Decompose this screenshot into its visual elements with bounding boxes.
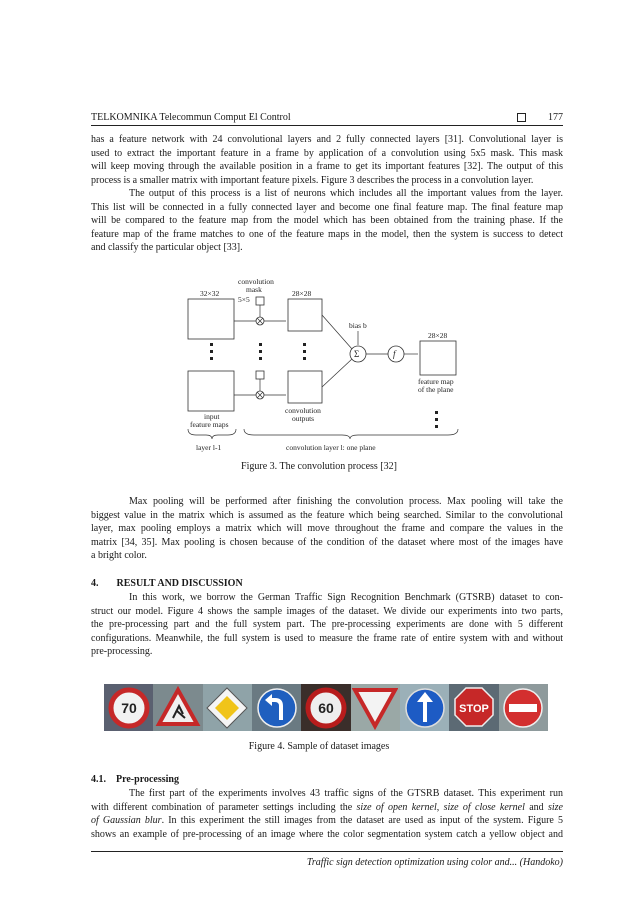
mask-square-bottom <box>256 371 264 379</box>
conv-ellipsis <box>303 343 306 360</box>
input-label-1: input <box>204 412 220 421</box>
mask-square-top <box>256 297 264 305</box>
paragraph-2: The output of this process is a list of neurons which includes all the important values from the layer. This list will be connected in a fully connected layer and become one final feature map. The final feature map will be compared to the feature map from the model which has been obtained from the training phase. If the feature map of the frame matches to one of the feature maps in the model, then the system is success to detect and classify the particular object [33]. <box>91 188 563 254</box>
section-4-heading: 4. RESULT AND DISCUSSION <box>91 578 243 589</box>
layer-prev-label: layer l-1 <box>196 443 222 452</box>
paragraph-1: has a feature network with 24 convolutional layers and 2 fully connected layers [31]. Convolutional layer is used to extract the important feature in a frame by application of a convolution using 5x5 mask. This mask will keep moving through the available position in a frame to get its important features [32]. The output of this process is a smaller matrix with important feature pixels. Figure 3 describes the process in a convolution layer. <box>91 134 563 186</box>
conv-size-label: 28×28 <box>292 289 312 298</box>
journal-name: TELKOMNIKA Telecommun Comput El Control <box>91 112 291 123</box>
square-icon <box>517 113 526 122</box>
conv-output-top <box>288 299 322 331</box>
svg-text:60: 60 <box>318 700 334 716</box>
bias-label: bias b <box>349 321 367 330</box>
running-footer: Traffic sign detection optimization using color and... (Handoko) <box>306 857 563 868</box>
svg-text:STOP: STOP <box>459 703 489 715</box>
conv-output-label-2: outputs <box>292 414 315 423</box>
sign-no-entry <box>499 684 548 731</box>
svg-text:70: 70 <box>120 700 137 716</box>
input-ellipsis <box>210 343 213 360</box>
feature-map-plane <box>420 341 456 375</box>
layer-cur-brace <box>244 429 458 439</box>
mask-label-1: convolution <box>238 277 274 286</box>
input-map-top <box>188 299 234 339</box>
feature-map-label-1: feature map <box>418 377 454 386</box>
convolution-diagram <box>182 275 464 457</box>
sign-speed-limit-60 <box>301 684 350 731</box>
sign-roadworks <box>153 684 202 731</box>
sigma-symbol: Σ <box>354 349 360 359</box>
conv-output-bottom <box>288 371 322 403</box>
input-label-2: feature maps <box>190 420 229 429</box>
input-map-bottom <box>188 371 234 411</box>
sign-turn-left <box>252 684 301 731</box>
header-rule <box>91 125 563 126</box>
feature-map-label-2: of the plane <box>418 385 454 394</box>
paragraph-3: Max pooling will be performed after finishing the convolution process. Max pooling will take the biggest value in the matrix which is assumed as the feature which being searched. Similar to the convolutional layer, max pooling employs a matrix which will move throughout the frame and compare the values in the matrix [34, 35]. Max pooling is chosen because of the condition of the dataset where most of the images have a bright color. <box>91 496 563 562</box>
sign-priority-road <box>203 684 252 731</box>
figure-4-caption: Figure 4. Sample of dataset images <box>248 741 390 752</box>
mask-size-label: 5×5 <box>238 295 250 304</box>
output-size-label: 28×28 <box>428 331 448 340</box>
input-size-label: 32×32 <box>200 289 220 298</box>
dataset-sample-strip <box>104 684 548 731</box>
page-number: 177 <box>548 112 563 123</box>
sign-yield <box>351 684 400 731</box>
mask-label-2: mask <box>246 285 262 294</box>
activation-node <box>388 346 404 362</box>
layer-cur-label: convolution layer l: one plane <box>286 443 376 452</box>
sign-speed-limit-70 <box>104 684 153 731</box>
output-ellipsis <box>435 411 438 428</box>
sign-ahead-only <box>400 684 449 731</box>
conv-output-label-1: convolution <box>285 406 321 415</box>
sign-stop <box>449 684 498 731</box>
function-symbol: f <box>393 349 396 359</box>
paragraph-5: The first part of the experiments involves 43 traffic signs of the GTSRB dataset. This experiment run with different combination of parameter settings including the size of open kernel, size of close kernel and size of Gaussian blur. In this experiment the still images from the dataset are used as input of the system. Figure 5 shows an example of pre-processing of an image where the color segmentation system catch a yellow object and <box>91 788 563 840</box>
section-4-1-heading: 4.1. Pre-processing <box>91 774 179 785</box>
mask-ellipsis <box>259 343 262 360</box>
footer-rule <box>91 851 563 852</box>
running-header <box>91 112 563 123</box>
paragraph-4: In this work, we borrow the German Traffic Sign Recognition Benchmark (GTSRB) dataset to con- struct our model. Figure 4 shows the sample images of the dataset. We divide our experiments into two parts, the pre-processing part and the full system part. The pre-processing experiments are done with 5 different configurations. Meanwhile, the full system is used to measure the frame rate of entire system with and without pre-processing. <box>91 592 563 658</box>
layer-prev-brace <box>188 429 236 439</box>
figure-3-caption: Figure 3. The convolution process [32] <box>241 461 397 472</box>
